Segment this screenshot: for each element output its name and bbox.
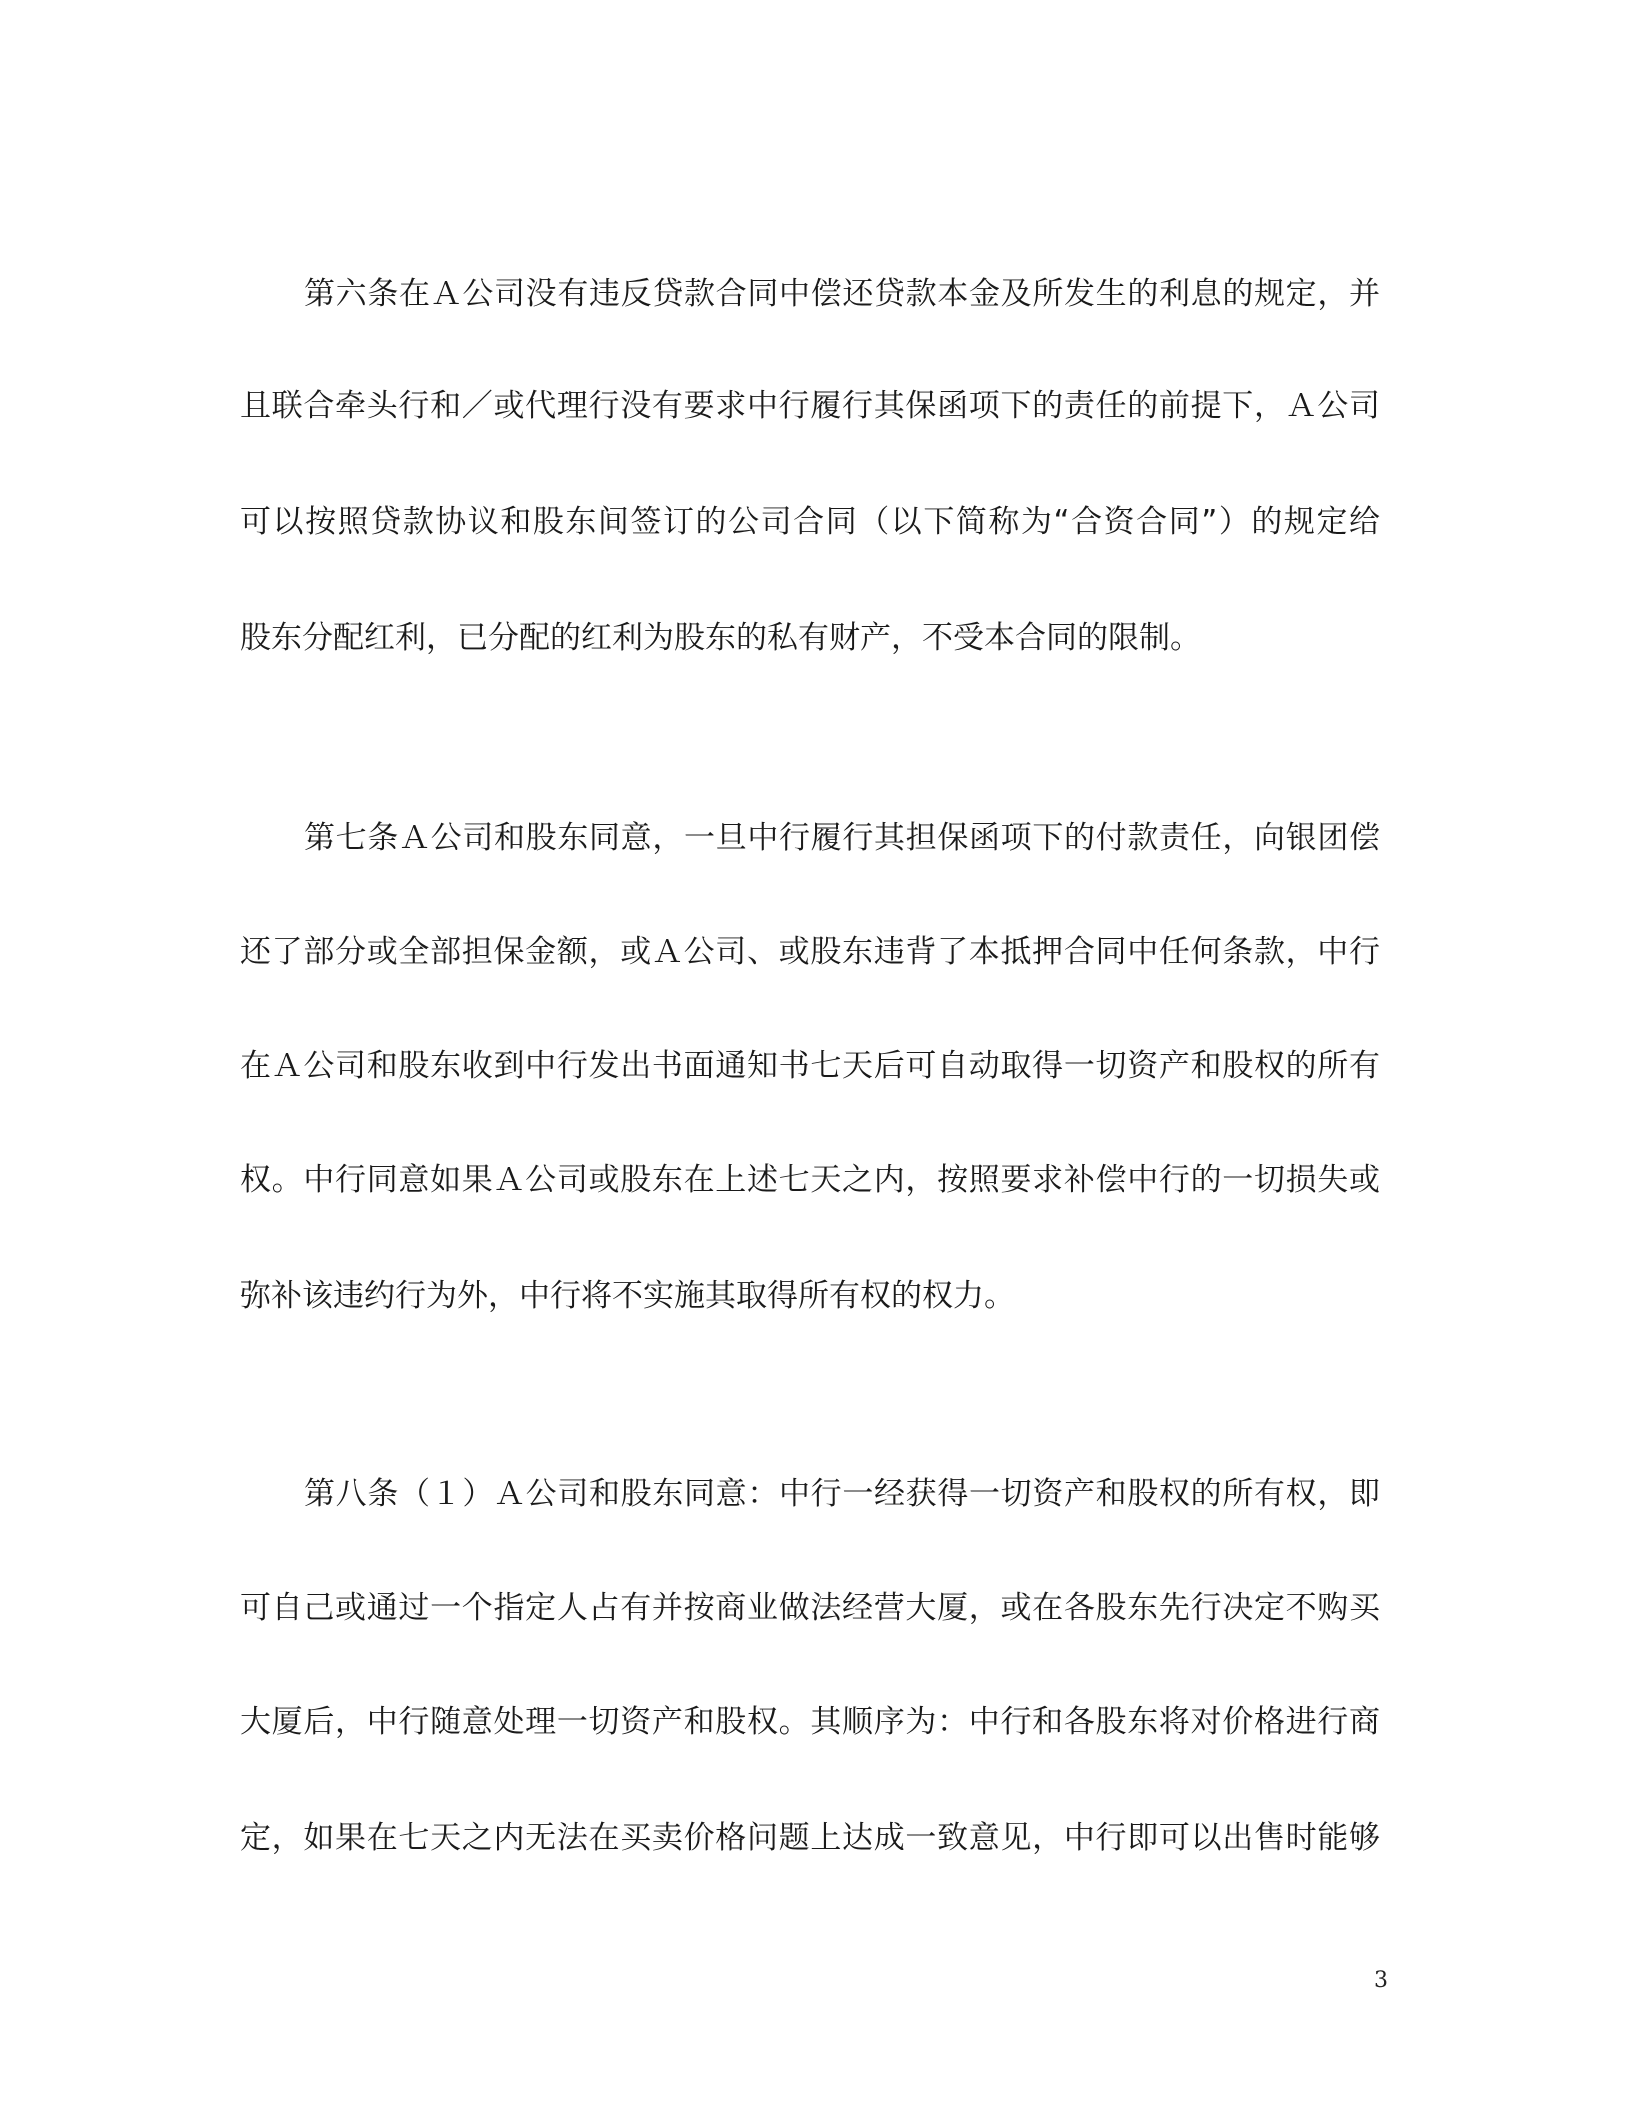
- paragraph-line: 且联合牵头行和／或代理行没有要求中行履行其保函项下的责任的前提下，Ａ公司: [240, 388, 1380, 424]
- page-number: 3: [1374, 1968, 1388, 1993]
- paragraph-line: 第七条Ａ公司和股东同意，一旦中行履行其担保函项下的付款责任，向银团偿: [304, 820, 1380, 856]
- paragraph-line: 权。中行同意如果Ａ公司或股东在上述七天之内，按照要求补偿中行的一切损失或: [240, 1162, 1380, 1198]
- paragraph-line: 大厦后，中行随意处理一切资产和股权。其顺序为：中行和各股东将对价格进行商: [240, 1704, 1380, 1740]
- paragraph-line: 定，如果在七天之内无法在买卖价格问题上达成一致意见，中行即可以出售时能够: [240, 1820, 1380, 1856]
- paragraph-line: 可以按照贷款协议和股东间签订的公司合同（以下简称为“合资合同”）的规定给: [240, 504, 1380, 540]
- paragraph-line: 可自己或通过一个指定人占有并按商业做法经营大厦，或在各股东先行决定不购买: [240, 1590, 1380, 1626]
- paragraph-line: 股东分配红利，已分配的红利为股东的私有财产，不受本合同的限制。: [240, 620, 1201, 656]
- paragraph-line: 在Ａ公司和股东收到中行发出书面通知书七天后可自动取得一切资产和股权的所有: [240, 1048, 1380, 1084]
- paragraph-line: 第六条在Ａ公司没有违反贷款合同中偿还贷款本金及所发生的利息的规定，并: [304, 276, 1380, 312]
- paragraph-line: 弥补该违约行为外，中行将不实施其取得所有权的权力。: [240, 1278, 1015, 1314]
- paragraph-line: 还了部分或全部担保金额，或Ａ公司、或股东违背了本抵押合同中任何条款，中行: [240, 934, 1380, 970]
- paragraph-line: 第八条（１）Ａ公司和股东同意：中行一经获得一切资产和股权的所有权，即: [304, 1476, 1380, 1512]
